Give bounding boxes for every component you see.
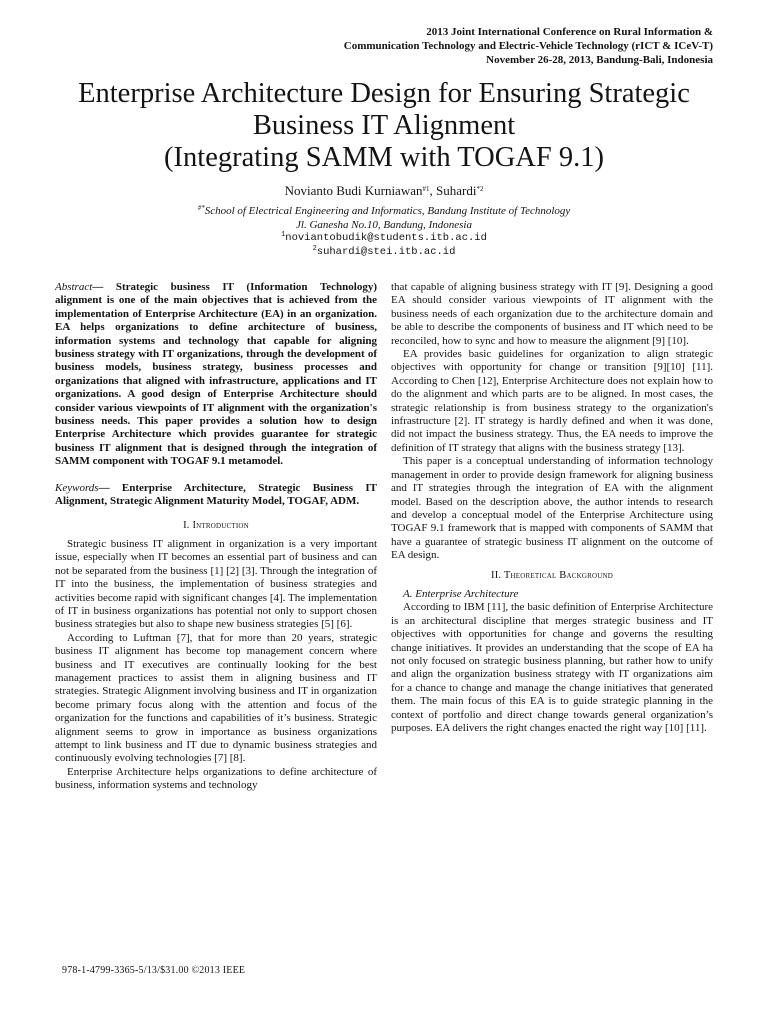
author-2-mark: *2 xyxy=(476,185,484,193)
affiliation-school: School of Electrical Engineering and Informatics, Bandung Institute of Technology xyxy=(204,205,571,217)
right-column xyxy=(391,281,713,735)
author-1-name: Novianto Budi Kurniawan xyxy=(284,183,423,198)
intro-paragraph-3-continued: that capable of aligning business strategy with IT [9]. Designing a good EA should consider various viewpoints of IT alignment with the business needs of each organization due to the architecture domain and be able to describe the components of business and IT which need to be reconciled, how to sync and how to measure the alignment [9] [10]. xyxy=(391,281,713,347)
subsection-a-heading: A. Enterprise Architecture xyxy=(403,587,519,600)
title-line-1: Enterprise Architecture Design for Ensuring Strategic xyxy=(78,78,690,109)
keywords-lead: Keywords xyxy=(55,481,99,494)
keywords xyxy=(55,482,377,509)
conference-line-2: Communication Technology and Electric-Vehicle Technology (rICT & ICeV-T) xyxy=(343,40,713,52)
left-column xyxy=(55,281,377,793)
title-line-3: (Integrating SAMM with TOGAF 9.1) xyxy=(164,142,604,173)
conference-header xyxy=(233,25,713,67)
abstract-text: — Strategic business IT (Information Technology) alignment is one of the main objectives that is achieved from the implementation of Enterprise Architecture (EA) in an organization. EA helps organizations to define architecture of business, information systems and technology that capable for aligning business strategy with IT organizations, through the development of business models, business strategy, business processes and organizations that aligned with infrastructure, applications and IT organizations. A good design of Enterprise Architecture should consider various viewpoints of IT alignment with the organization's business needs. This paper provides a solution how to design Enterprise Architecture which provides guarantee for strategic business IT alignment that is designed through the integration of SAMM component with TOGAF 9.1 metamodel. xyxy=(55,281,377,468)
title-line-2: Business IT Alignment xyxy=(252,110,516,141)
copyright-footer: 978-1-4799-3365-5/13/$31.00 ©2013 IEEE xyxy=(62,965,246,976)
affiliation-address: Jl. Ganesha No.10, Bandung, Indonesia xyxy=(296,218,472,231)
author-list xyxy=(0,183,768,199)
intro-paragraph-4: EA provides basic guidelines for organization to align strategic objectives with opportunity for change or transition [9][10] [11]. According to Chen [12], Enterprise Architecture does not explain how to do the alignment and which parts are to be aligned. In most cases, the strategic relationship is from business strategy to the organization's infrastructure [2]. IT strategy is hardly defined and when it was done, did not impact the business strategy. Thus, the EA needs to improve the definition of IT strategy that aligns with the business strategy [13]. xyxy=(391,348,713,454)
conference-line-3: November 26-28, 2013, Bandung-Bali, Indonesia xyxy=(486,54,713,66)
email-2: suhardi@stei.itb.ac.id xyxy=(316,245,456,258)
email-2-mark: 2 xyxy=(312,244,317,253)
email-1-mark: 1 xyxy=(281,231,286,239)
keywords-text: — Enterprise Architecture, Strategic Business IT Alignment, Strategic Alignment Maturity Model, TOGAF, ADM. xyxy=(55,481,377,508)
author-2-name: Suhardi xyxy=(435,183,477,198)
abstract xyxy=(55,281,377,469)
ea-paragraph-1: According to IBM [11], the basic definition of Enterprise Architecture is an architectural discipline that merges strategic business and IT objectives with opportunities for change and governs the resulting change initiatives. It provides an understanding that the scope of EA ha not only focused on strategic business planning, but rather how to unify and align the organization business strategy with IT organizations aim for a chance to change and manage the change initiatives that generated them. The main focus of this EA is to guide strategic planning in the context of portfolio and direct change towards general organization’s purposes. EA delivers the right changes enacted the right way [10] [11]. xyxy=(391,601,713,734)
intro-paragraph-1: Strategic business IT alignment in organization is a very important issue, especially when IT becomes an essential part of business and can not be separated from the business [1] [2] [3]. Through the integration of IT into the business, the implementation of business strategies and activities become rapid with significant changes [4]. The implementation of IT in business organizations has potential not only to support chosen business strategies but also to shape new business strategies [5] [6]. xyxy=(55,537,377,631)
abstract-lead: Abstract xyxy=(55,281,93,293)
section-1-heading: I. Introduction xyxy=(183,519,249,531)
intro-paragraph-3: Enterprise Architecture helps organizations to define architecture of business, information systems and technology xyxy=(55,765,377,792)
paper-title xyxy=(30,78,738,174)
author-1-mark: #1 xyxy=(422,185,430,193)
affiliation-mark: #* xyxy=(197,204,205,212)
email-1: noviantobudik@students.itb.ac.id xyxy=(285,232,487,244)
intro-paragraph-5: This paper is a conceptual understanding of information technology management in order to provide design framework for aligning business and IT strategies through the integration of EA with the alignment model. Based on the description above, the author intends to research and develop a conceptual model of the Enterprise Architecture using TOGAF 9.1 framework that is mapped with components of SAMM that have a guarantee of strategic business IT alignment on the outcome of EA design. xyxy=(391,455,713,562)
affiliation-block xyxy=(0,205,768,259)
author-separator: , xyxy=(429,183,436,198)
intro-paragraph-2: According to Luftman [7], that for more than 20 years, strategic business IT alignment has become top management concern where business and IT executives are continually looking for the best management practices to assist them in aligning business and IT strategies. Strategic Alignment involving business and IT in organization become primary focus along with the attention and focus of the organization for the functions and capabilities of it’s business. Strategic alignment seems to grow in importance as business organizations attempt to link business and IT due to dynamic business strategies and continuously evolving technologies [7] [8]. xyxy=(55,631,377,765)
conference-line-1: 2013 Joint International Conference on Rural Information & xyxy=(426,26,713,38)
section-2-heading: II. Theoretical Background xyxy=(491,569,613,581)
